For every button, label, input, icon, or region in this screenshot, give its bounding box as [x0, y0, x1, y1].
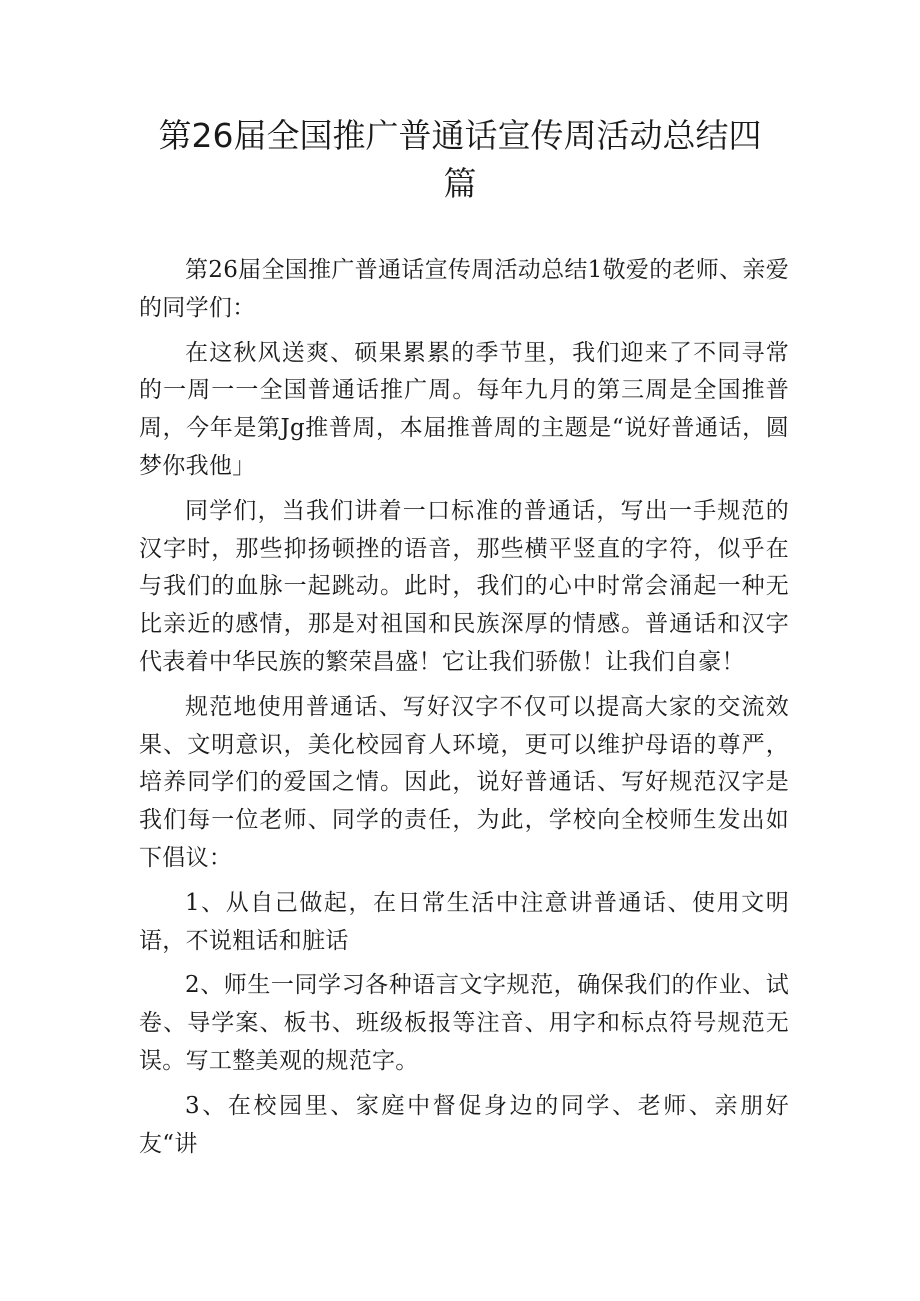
- paragraph-students: 同学们，当我们讲着一口标准的普通话，写出一手规范的汉字时，那些抑扬顿挫的语音，那些横平竖直的字符，似乎在与我们的血脉一起跳动。此时，我们的心中时常会涌起一种无比亲近的感情，那是对祖国和民族深厚的情感。普通话和汉字代表着中华民族的繁荣昌盛！它让我们骄傲！让我们自豪！: [139, 497, 789, 675]
- paragraph-greeting: 第26届全国推广普通话宣传周活动总结1敬爱的老师、亲爱的同学们：: [139, 257, 789, 321]
- paragraph-proposal: 规范地使用普通话、写好汉字不仅可以提高大家的交流效果、文明意识，美化校园育人环境，更可以维护母语的尊严，培养同学们的爱国之情。因此，说好普通话、写好规范汉字是我们每一位老师、同学的责任，为此，学校向全校师生发出如下倡议：: [139, 693, 789, 871]
- paragraph-item-3: 3、在校园里、家庭中督促身边的同学、老师、亲朋好友“讲: [139, 1092, 789, 1157]
- title-line-1: 第26届全国推广普通话宣传周活动总结四: [158, 116, 762, 155]
- paragraph-item-1: 1、从自己做起，在日常生活中注意讲普通话、使用文明语，不说粗话和脏话: [139, 889, 789, 954]
- paragraph-item-2: 2、师生一同学习各种语言文字规范，确保我们的作业、试卷、导学案、板书、班级板报等注音、用字和标点符号规范无误。写工整美观的规范字。: [139, 972, 789, 1074]
- document-body: [139, 252, 789, 1170]
- document-title: [120, 112, 800, 208]
- paragraph-intro: 在这秋风送爽、硕果累累的季节里，我们迎来了不同寻常的一周一一全国普通话推广周。每年九月的第三周是全国推普周，今年是第Jg推普周，本届推普周的主题是“说好普通话，圆梦你我他」: [139, 339, 789, 479]
- title-line-2: 篇: [443, 164, 477, 203]
